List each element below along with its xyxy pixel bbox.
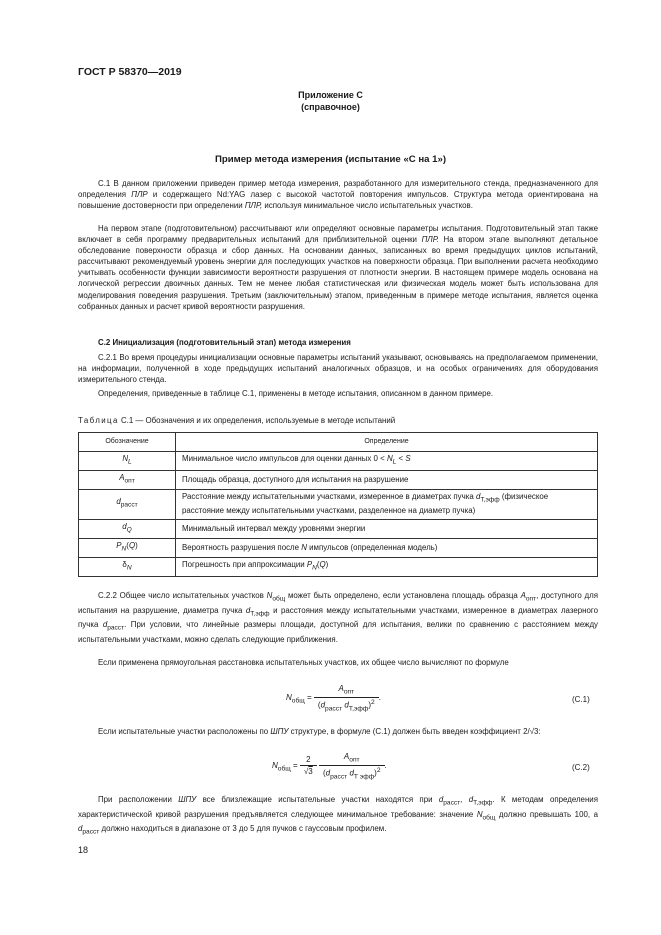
definition-cell: Погрешность при аппроксимации $P_N(Q)$: [176, 557, 598, 576]
equation-c1-fraction: $\frac{A_{опт}}{(d_{расст} d_{Т,эфф})^2}$: [314, 684, 379, 712]
table-caption: Таблица С.1 — Обозначения и их определения, используемые в методе испытаний: [78, 416, 396, 425]
definition-cell: Минимальный интервал между уровнями энергии: [176, 519, 598, 538]
symbol-cell: $\delta_N$: [79, 557, 176, 576]
column-header-definition: Определение: [176, 433, 598, 452]
definition-cell: Минимальное число импульсов для оценки данных $0 < N_L < S$: [176, 452, 598, 471]
definition-cell: Расстояние между испытательными участками, измеренное в диаметрах пучка $d_{Т,эфф}$ (физическое расстояние между испытательными участками, разделенное на диаметр пучка): [176, 490, 598, 520]
paragraph-c22: С.2.2 Общее число испытательных участков $N_{общ}$ может быть определено, если установлена площадь образца $A_{опт}$, доступного для испытания на разрушение, диаметра пучка $d_{Т,эфф}$ и расстояния между испытательными участками, измеренное в диаметрах лазерного пучка $d_{расст}$. При условии, что линейные размеры площади, доступной для испытания, велики по сравнению с расстоянием между испытательными участками, можно сделать следующие приближения.: [78, 591, 598, 645]
paragraph-c22-requirement: При расположении ШПУ все близлежащие испытательные участки находятся при $d_{расст}$, $d_{Т,эфф}$. К методам определения характеристической кривой разрушения предъявляется следующее минимальное требование: значение $N_{общ}$ должно превышать 100, а $d_{расст}$ должно находиться в диапазоне от 3 до 5 для пучков с гауссовым профилем.: [78, 795, 598, 836]
equation-c2-fraction: $\frac{A_{опт}}{(d_{расст} d_{Т эфф})^2}$: [319, 752, 385, 780]
table-row: [79, 538, 598, 557]
paragraph-c21b: Определения, приведенные в таблице С.1, применены в методе испытания, описанном в данном примере.: [98, 389, 494, 398]
equation-c2: $N_{общ}$ = $\frac{2}{√3}$ $\frac{A_{опт}}{(d_{расст} d_{Т эфф})^2}$ .: [272, 752, 387, 780]
paragraph-c1: С.1 В данном приложении приведен пример метода измерения, разработанного для измерительного стенда, предназначенного для определения ПЛР и содержащего Nd:YAG лазер с высокой частотой повторения импульсов. Структура метода ориентирована на повышение достоверности при определении ПЛР, используя минимальное число испытательных участков.: [78, 179, 598, 211]
table-row: [79, 490, 598, 520]
annex-status: (справочное): [301, 102, 360, 112]
equation-c2-number: (С.2): [572, 763, 590, 772]
definitions-table: [78, 432, 598, 577]
definition-cell: Площадь образца, доступного для испытания на разрушение: [176, 471, 598, 490]
paragraph-c1-stages: На первом этапе (подготовительном) рассчитывают или определяют основные параметры испытания. Подготовительный этап также включает в себя программу предварительных испытаний для приблизительной оценки ПЛР. На втором этапе выполняют детальное обследование поверхности образца и сбор данных. На основании данных, записанных во время предыдущих циклов испытаний, рассчитывают рекомендуемый уровень энергии для последующих участков на поверхности образца. При выполнении расчета необходимо учитывать особенности функции зависимости вероятности разрушения от плотности энергии. В настоящем примере модель основана на логической регрессии двоичных данных. Тем не менее любая статистическая или физическая модель может быть использована для моделирования поведения разрушения. Третьим (заключительным) этапом, приведенным в примере методе испытания, является оценка собранных данных и расчет кривой вероятности разрушения.: [78, 224, 599, 311]
symbol-cell: $N_L$: [79, 452, 176, 471]
symbol-cell: $d_{расст}$: [79, 490, 176, 520]
paragraph-c22-rect: Если применена прямоугольная расстановка испытательных участков, их общее число вычисляют по формуле: [98, 658, 509, 667]
symbol-cell: $A_{опт}$: [79, 471, 176, 490]
table-row: [79, 557, 598, 576]
symbol-cell: $d_Q$: [79, 519, 176, 538]
paragraph-c22-hex: Если испытательные участки расположены по ШПУ структуре, в формуле (С.1) должен быть введен коэффициент 2/√3:: [98, 727, 541, 736]
symbol-cell: $P_N(Q)$: [79, 538, 176, 557]
equation-c1: $N_{общ}$ = $\frac{A_{опт}}{(d_{расст} d_{Т,эфф})^2}$ .: [286, 684, 381, 712]
table-row: [79, 452, 598, 471]
definition-cell: Вероятность разрушения после N импульсов (определенная модель): [176, 538, 598, 557]
column-header-symbol: Обозначение: [79, 433, 176, 452]
paragraph-c21: С.2.1 Во время процедуры инициализации основные параметры испытаний указывают, основываясь на предполагаемом применении, на информации, полученной в ходе предыдущих испытаний аналогичных образцов, и на особых ограничениях для оборудования измерительного стенда.: [78, 353, 598, 385]
standard-header: ГОСТ Р 58370—2019: [78, 66, 182, 78]
table-row: [79, 519, 598, 538]
section-title: Пример метода измерения (испытание «С на 1»): [214, 154, 447, 165]
annex-title: Приложение С: [298, 90, 363, 100]
table-header-row: [79, 433, 598, 452]
section-c2-heading: С.2 Инициализация (подготовительный этап) метода измерения: [98, 338, 351, 347]
equation-c1-number: (С.1): [572, 695, 590, 704]
page-number: 18: [78, 845, 89, 855]
equation-c2-coef: $\frac{2}{√3}$: [300, 755, 317, 776]
table-row: [79, 471, 598, 490]
